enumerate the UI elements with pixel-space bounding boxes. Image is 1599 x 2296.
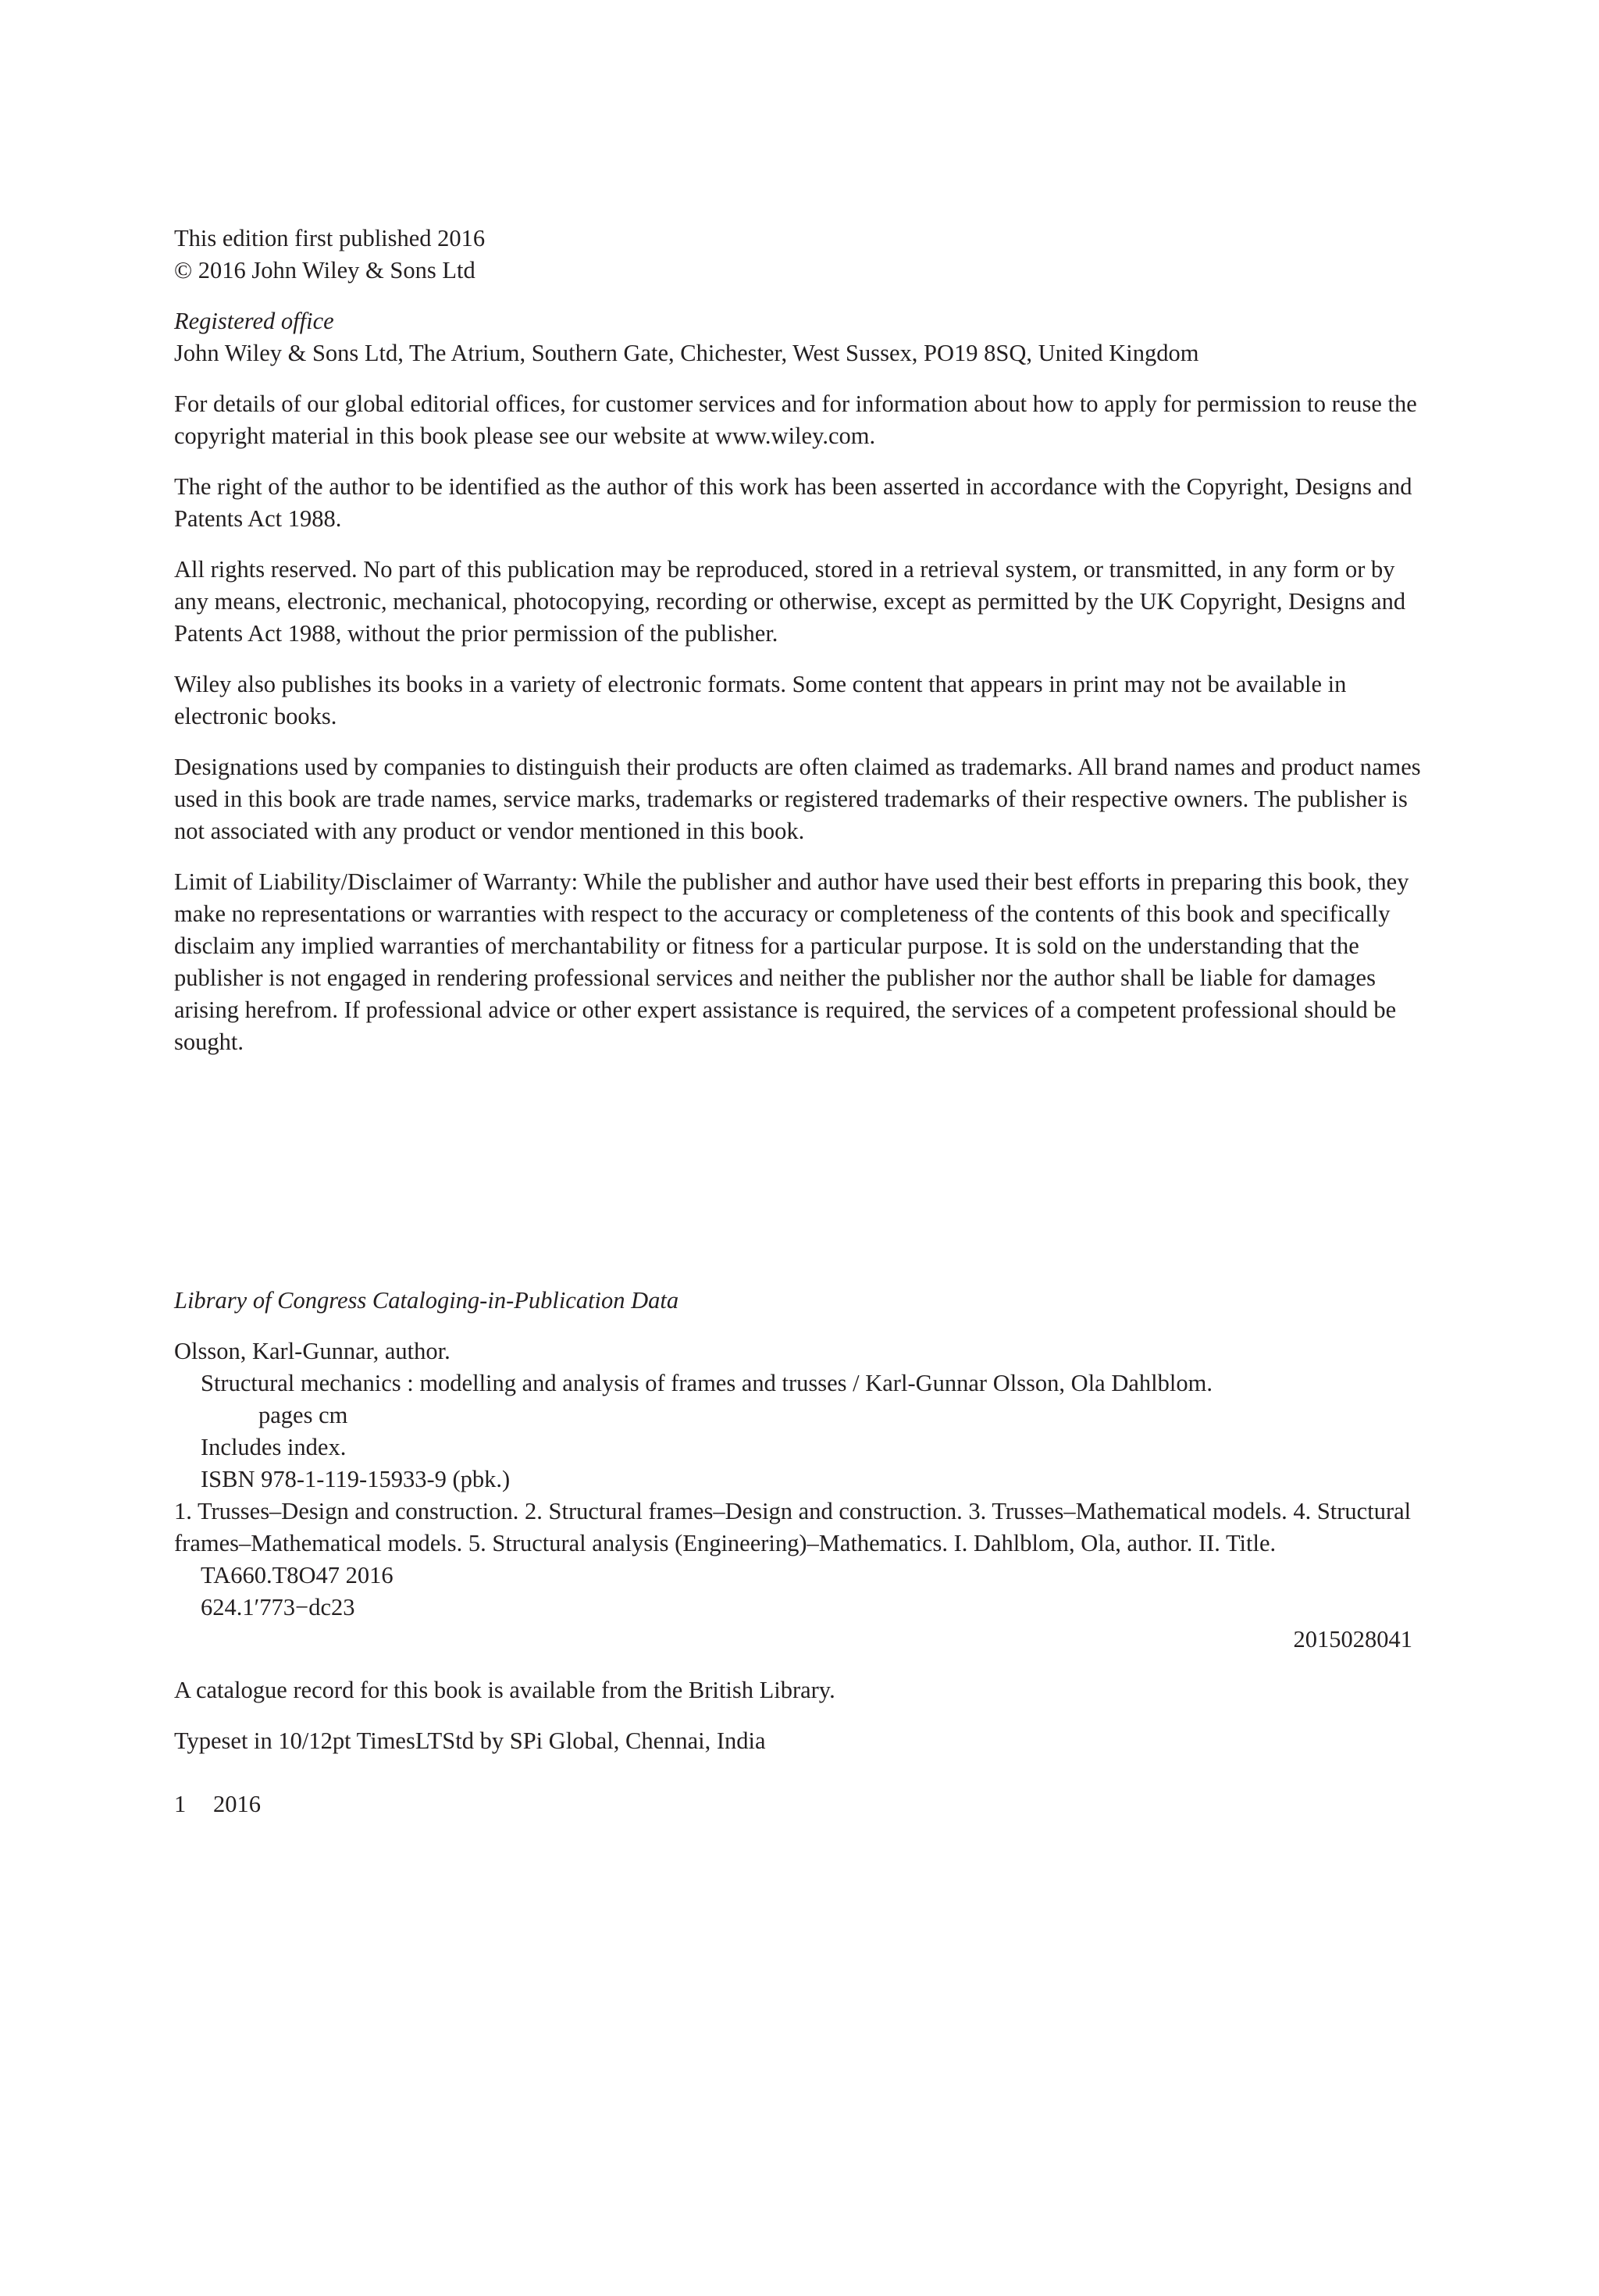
british-library-line: A catalogue record for this book is available from the British Library. [174,1677,835,1703]
print-year: 2016 [213,1791,261,1817]
cip-author: Olsson, Karl-Gunnar, author. [174,1338,450,1364]
cip-record-number: 2015028041 [1293,1626,1412,1652]
trademarks-paragraph: Designations used by companies to distinguish their products are often claimed as trademarks. All brand names and product names used in this book are trade names, service marks, trademarks or registered trademarks of their respective owners. The publisher is not associated with any product or vendor mentioned in this book. [174,754,1421,844]
registered-office-address: John Wiley & Sons Ltd, The Atrium, Southern Gate, Chichester, West Sussex, PO19 8SQ, United Kingdom [174,340,1199,366]
edition-line: This edition first published 2016 [174,225,486,251]
copyright-page [174,223,1423,1820]
edition-block [174,223,1423,287]
electronic-formats-paragraph: Wiley also publishes its books in a variety of electronic formats. Some content that appears in print may not be available in electronic books. [174,671,1347,729]
registered-office-label: Registered office [174,308,334,334]
cip-subjects: 1. Trusses–Design and construction. 2. Structural frames–Design and construction. 3. Trusses–Mathematical models. 4. Structural frames–Mathematical models. 5. Structural analysis (Engineering)–Mathematics. I. Dahlblom, Ola, author. II. Title. [174,1498,1412,1556]
typeset-line: Typeset in 10/12pt TimesLTStd by SPi Global, Chennai, India [174,1727,766,1754]
cip-pages: pages cm [258,1402,348,1428]
cip-index: Includes index. [201,1434,347,1460]
editorial-offices-paragraph: For details of our global editorial offices, for customer services and for information about how to apply for permission to reuse the copyright material in this book please see our website at www.wiley.com. [174,390,1417,449]
print-number: 1 [174,1791,187,1817]
cip-record [174,1335,1423,1656]
disclaimer-paragraph: Limit of Liability/Disclaimer of Warranty: While the publisher and author have used their best efforts in preparing this book, they make no representations or warranties with respect to the accuracy or completeness of the contents of this book and specifically disclaim any implied warranties of merchantability or fitness for a particular purpose. It is sold on the understanding that the publisher is not engaged in rendering professional services and neither the publisher nor the author shall be liable for damages arising herefrom. If professional advice or other expert assistance is required, the services of a competent professional should be sought. [174,868,1409,1055]
cip-dewey: 624.1′773−dc23 [201,1594,355,1620]
rights-reserved-paragraph: All rights reserved. No part of this publication may be reproduced, stored in a retrieval system, or transmitted, in any form or by any means, electronic, mechanical, photocopying, recording or otherwise, except as permitted by the UK Copyright, Designs and Patents Act 1988, without the prior permission of the publisher. [174,556,1406,647]
author-rights-paragraph: The right of the author to be identified as the author of this work has been asserted in accordance with the Copyright, Designs and Patents Act 1988. [174,473,1412,532]
registered-office-block [174,305,1423,369]
cip-lc-class: TA660.T8O47 2016 [201,1562,394,1588]
cip-title: Structural mechanics : modelling and analysis of frames and trusses / Karl-Gunnar Olsson, Ola Dahlblom. [201,1370,1213,1396]
print-line [174,1788,1423,1820]
cip-isbn: ISBN 978-1-119-15933-9 (pbk.) [201,1466,511,1492]
cip-heading: Library of Congress Cataloging-in-Publication Data [174,1287,679,1314]
copyright-line: © 2016 John Wiley & Sons Ltd [174,257,475,283]
